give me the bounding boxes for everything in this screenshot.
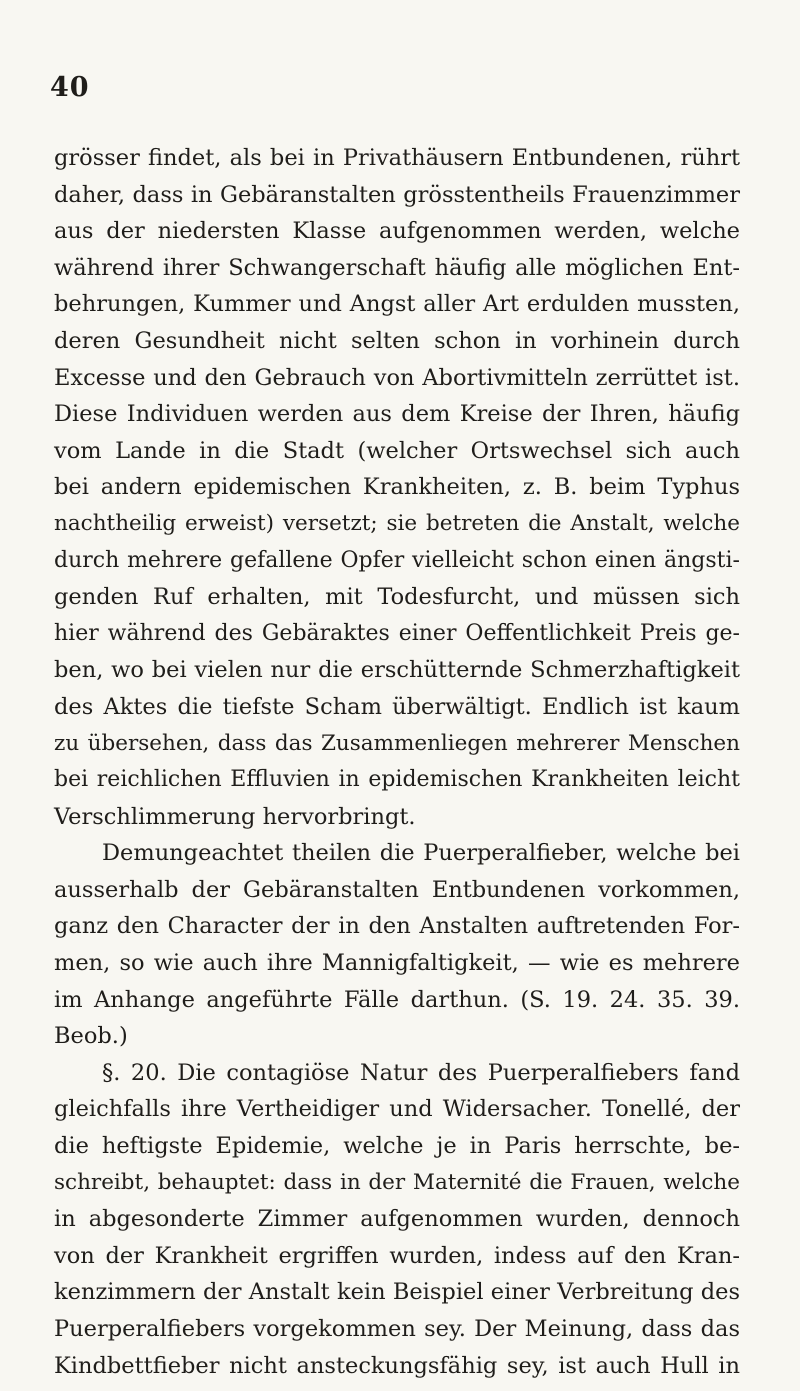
text-line: daher, dass in Gebäranstalten grösstentheils Frauenzimmer (54, 181, 740, 208)
page-number: 40 (50, 72, 90, 103)
text-line: Diese Individuen werden aus dem Kreise der Ihren, häufig (54, 401, 740, 428)
text-line: kenzimmern der Anstalt kein Beispiel einer Verbreitung des (54, 1279, 740, 1306)
text-line: vom Lande in die Stadt (welcher Ortswechsel sich auch (54, 437, 740, 464)
text-line: die heftigste Epidemie, welche je in Paris herrschte, be- (54, 1133, 740, 1160)
text-line: Kindbettfieber nicht ansteckungsfähig sey, ist auch Hull in (54, 1352, 740, 1379)
text-line: behrungen, Kummer und Angst aller Art erdulden mussten, (54, 291, 740, 318)
text-line: in abgesonderte Zimmer aufgenommen wurden, dennoch (54, 1206, 740, 1233)
text-line: von der Krankheit ergriffen wurden, indess auf den Kran- (54, 1242, 740, 1269)
text-line: Beob.) (54, 1023, 128, 1050)
text-line: men, so wie auch ihre Mannigfaltigkeit, — wie es mehrere (54, 950, 740, 977)
text-line: nachtheilig erweist) versetzt; sie betreten die Anstalt, welche (54, 510, 740, 536)
body-text (54, 140, 740, 1384)
text-line: schreibt, behauptet: dass in der Maternité die Frauen, welche (54, 1169, 740, 1195)
text-line: genden Ruf erhalten, mit Todesfurcht, und müssen sich (54, 584, 740, 611)
text-line: Verschlimmerung hervorbringt. (54, 803, 416, 830)
text-line: ganz den Character der in den Anstalten auftretenden For- (54, 913, 740, 940)
text-line: Puerperalfiebers vorgekommen sey. Der Meinung, dass das (54, 1316, 740, 1342)
text-line: durch mehrere gefallene Opfer vielleicht schon einen ängsti- (54, 547, 740, 573)
text-line: bei reichlichen Effluvien in epidemischen Krankheiten leicht (54, 767, 740, 793)
text-line: gleichfalls ihre Vertheidiger und Widersacher. Tonellé, der (54, 1096, 740, 1123)
text-line: grösser findet, als bei in Privathäusern Entbundenen, rührt (54, 145, 740, 171)
text-line: hier während des Gebäraktes einer Oeffentlichkeit Preis ge- (54, 620, 740, 646)
text-line: während ihrer Schwangerschaft häufig alle möglichen Ent- (54, 254, 740, 281)
text-line: zu übersehen, dass das Zusammenliegen mehrerer Menschen (54, 730, 740, 756)
text-line: aus der niedersten Klasse aufgenommen werden, welche (54, 218, 740, 245)
text-line: Excesse und den Gebrauch von Abortivmitteln zerrüttet ist. (54, 364, 740, 391)
text-line: im Anhange angeführte Fälle darthun. (S. 19. 24. 35. 39. (54, 986, 740, 1013)
text-line: des Aktes die tiefste Scham überwältigt. Endlich ist kaum (54, 693, 740, 720)
text-line: deren Gesundheit nicht selten schon in vorhinein durch (54, 327, 740, 354)
text-line: §. 20. Die contagiöse Natur des Puerperalfiebers fand (102, 1059, 740, 1086)
text-line: bei andern epidemischen Krankheiten, z. B. beim Typhus (54, 474, 740, 501)
text-line: Demungeachtet theilen die Puerperalfieber, welche bei (102, 840, 740, 867)
text-line: ausserhalb der Gebäranstalten Entbundenen vorkommen, (54, 876, 740, 903)
text-line: ben, wo bei vielen nur die erschütternde Schmerzhaftigkeit (54, 657, 740, 684)
